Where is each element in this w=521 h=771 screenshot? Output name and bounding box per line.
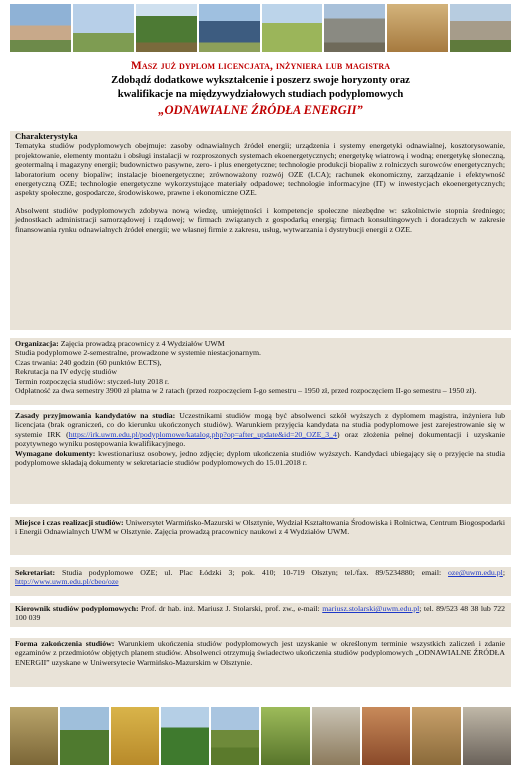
- characteristics-section: [10, 131, 511, 330]
- organization-fee: Odpłatność za dwa semestry 3900 zł płatna w 2 ratach (przed rozpoczęciem I-go semestru – 1950 zł, przed rozpoczęciem II-go semestru – 1950 zł).: [15, 386, 477, 396]
- photo-solar-panels: [199, 4, 260, 52]
- top-photo-strip: [10, 4, 511, 52]
- photo-house: [10, 4, 71, 52]
- documents-text: kwestionariusz osobowy, jedno zdjęcie; dyplom ukończenia studiów wyższych. Kandydaci ubiegający się o przyjęcie na studia podyplomowe składają dokumenty w sekretariacie studiów podyplomowych do 15.01.2018 r.: [15, 448, 505, 468]
- secretariat-section: [10, 567, 511, 596]
- irk-link[interactable]: https://irk.uwm.edu.pl/podyplomowe/katalog.php?op=after_update&id=20_OZE_3_4: [68, 429, 337, 439]
- organization-label: Organizacja:: [15, 339, 59, 348]
- header: [10, 58, 511, 118]
- photo-orchard: [161, 707, 209, 765]
- photo-forest: [136, 4, 197, 52]
- location-label: Miejsce i czas realizacji studiów:: [15, 518, 124, 527]
- completion-text: Warunkiem ukończenia studiów podyplomowych jest uzyskanie w określonym terminie wszystkich zaliczeń i zdanie egzaminów z przedmiotów objętych planem studiów. Absolwenci otrzymują świadectwo ukończenia studiów podyplomowych „ODNAWIALNE ŹRÓDŁA ENERGII” uzyskane w Uniwersytecie Warmińsko-Mazurskim w Olsztynie.: [15, 639, 505, 667]
- admission-text-1: Uczestnikami studiów mogą być absolwenci szkół wyższych z dyplomem magistra, inżyniera lub licencjata (brak ograniczeń, co do kierunku ukończonych studiów). Warunkiem przyjęcia kandydata na studia podyplomowe jest zarejestrowanie się w systemie IRK (: [15, 411, 505, 439]
- photo-tractor: [211, 707, 259, 765]
- photo-seeds: [362, 707, 410, 765]
- program-title: „ODNAWIALNE ŹRÓDŁA ENERGII”: [158, 103, 363, 117]
- header-line3: kwalifikacje na międzywydziałowych studiach podyplomowych: [117, 89, 404, 100]
- organization-section: [10, 338, 511, 405]
- manager-section: [10, 603, 511, 627]
- photo-biomass: [60, 707, 108, 765]
- completion-section: [10, 638, 511, 687]
- admission-section: [10, 410, 511, 504]
- organization-line: Termin rozpoczęcia studiów: styczeń-luty 2018 r.: [15, 376, 170, 386]
- organization-line: Czas trwania: 240 godzin (60 punktów ECTS),: [15, 357, 162, 367]
- photo-boiler: [463, 707, 511, 765]
- photo-factory: [324, 4, 385, 52]
- header-line1: Masz już dyplom licencjata, inżyniera lub magistra: [130, 60, 391, 72]
- photo-wood: [412, 707, 460, 765]
- location-text: Uniwersytet Warmińsko-Mazurski w Olsztynie, Wydział Kształtowania Środowiska i Rolnictwa, Centrum Biogospodarki i Energii Odnawialnych UWM w Olsztynie. Zajęcia prowadzą pracownicy naukowi z 4 Wydziałów UWM.: [15, 518, 505, 537]
- secretariat-text: Studia podyplomowe OZE; ul. Plac Łódzki 3; pok. 410; 10-719 Olsztyn; tel./fax. 89/5234880; email:: [62, 568, 442, 577]
- photo-mower: [261, 707, 309, 765]
- characteristics-paragraph-1: Tematyka studiów podyplomowych obejmuje: zasoby odnawialnych źródeł energii; urządzenia i systemy energetyki odnawialnej, kosztorysowanie, projektowanie, elementy montażu i obsługi instalacji w rozproszonych systemach ekoenergetycznych; energetykę wiatrową i wodną; energetykę słoneczną, geotermalną i magazyny energii; budownictwo pasywne, zero- i plus energetyczne; technologie produkcji biopaliw z rolniczych surowców energetycznych; laboratorium oceny biopaliw; instalacje bioenergetyczne; zrównoważony rozwój OZE (LCA); rachunek ekonomiczny, zarządzanie i efektywność energetyczną OZE; technologie energetyczne wykorzystujące materiały odpadowe; technologie informacyjne (IT) w inwestycjach ekoenergetycznych; aspekty społeczne, gospodarcze, środowiskowe, prawne i ekonomiczne OZE.: [15, 141, 505, 198]
- completion-label: Forma zakończenia studiów:: [15, 639, 115, 648]
- characteristics-heading: Charakterystyka: [15, 131, 78, 141]
- documents-label: Wymagane dokumenty:: [15, 448, 96, 458]
- photo-lab: [312, 707, 360, 765]
- organization-line: Studia podyplomowe 2-semestralne, prowadzone w systemie niestacjonarnym.: [15, 348, 261, 358]
- manager-email-link[interactable]: mariusz.stolarski@uwm.edu.pl: [322, 604, 420, 613]
- photo-pellets: [10, 707, 58, 765]
- secretariat-email-link[interactable]: oze@uwm.edu.pl: [448, 568, 503, 577]
- secretariat-separator: ;: [502, 568, 506, 577]
- photo-wind-turbines: [73, 4, 134, 52]
- manager-phones: ; tel. 89/523 48 38 lub 722 100 039: [15, 604, 506, 623]
- admission-label: Zasady przyjmowania kandydatów na studia:: [15, 411, 176, 420]
- organization-text: Zajęcia prowadzą pracownicy z 4 Wydziałów UWM: [60, 339, 225, 348]
- photo-field: [262, 4, 323, 52]
- bottom-photo-strip: [10, 707, 511, 765]
- location-section: [10, 517, 511, 555]
- photo-corn: [111, 707, 159, 765]
- secretariat-website-link[interactable]: http://www.uwm.edu.pl/cbeo/oze: [15, 577, 119, 587]
- organization-line: Rekrutacja na IV edycję studiów: [15, 367, 118, 377]
- manager-label: Kierownik studiów podyplomowych:: [15, 604, 139, 613]
- photo-biogas-plant: [450, 4, 511, 52]
- header-line2: Zdobądź dodatkowe wykształcenie i poszerz swoje horyzonty oraz: [111, 75, 410, 86]
- photo-wood-chips: [387, 4, 448, 52]
- admission-text-2: ) oraz złożenia pełnej dokumentacji i uzyskanie pozytywnego wyniku postępowania kwalifikacyjnego.: [15, 429, 505, 449]
- characteristics-paragraph-2: Absolwent studiów podyplomowych zdobywa nową wiedzę, umiejętności i kompetencje społeczne niezbędne w: szkolnictwie stopnia średniego; jednostkach administracji samorządowej i rządowej; w firmach związanych z gospodarką energią; firmach konsultingowych i doradczych w zakresie finansowania rynku odnawialnych źródeł energii; we własnej firmie z zakresu, usług, wytwarzania i dystrybucji energii z OZE.: [15, 205, 505, 234]
- manager-text: Prof. dr hab. inż. Mariusz J. Stolarski, prof. zw., e-mail:: [141, 604, 320, 613]
- secretariat-label: Sekretariat:: [15, 568, 56, 577]
